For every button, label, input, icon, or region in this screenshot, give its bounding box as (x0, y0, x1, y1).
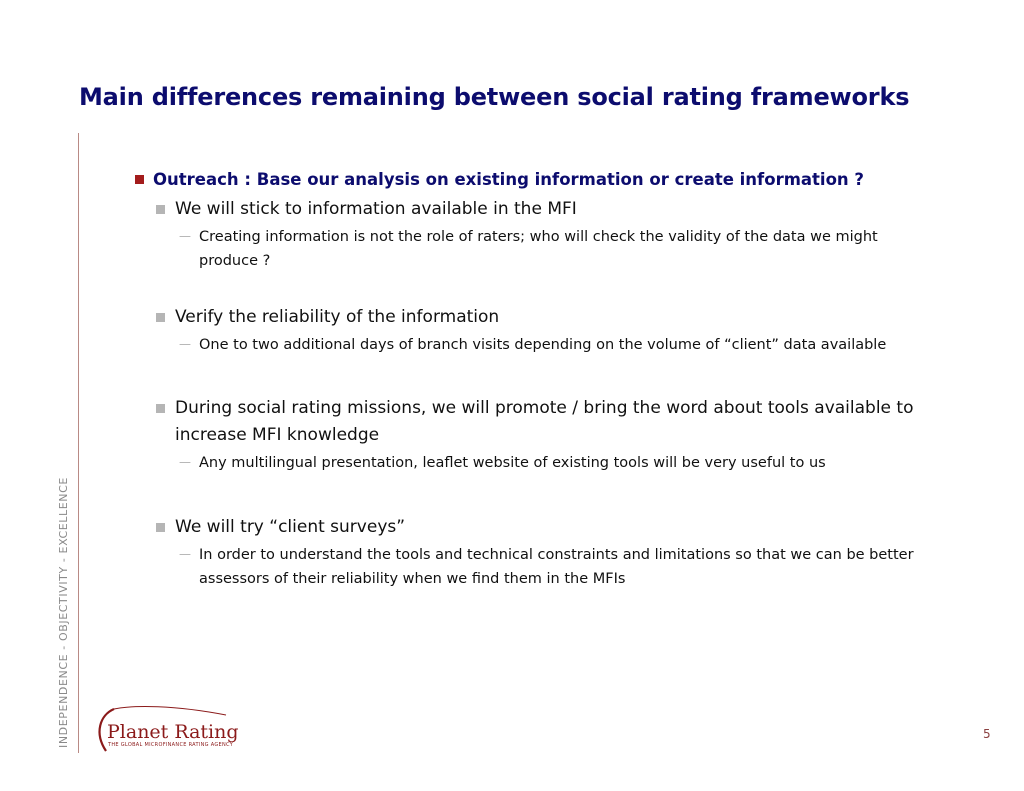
dash-bullet-icon: — (179, 337, 191, 351)
vertical-divider (78, 133, 79, 753)
gray-square-bullet-icon (156, 313, 165, 322)
list-item (156, 395, 934, 449)
slide-content (134, 168, 934, 591)
gray-square-bullet-icon (156, 205, 165, 214)
page-number: 5 (983, 727, 991, 741)
list-item (156, 304, 934, 331)
sub-point-text: Any multilingual presentation, leaflet website of existing tools will be very useful to us (199, 455, 826, 471)
gray-square-bullet-icon (156, 404, 165, 413)
sub-list-item (179, 543, 934, 591)
point-text: Verify the reliability of the information (175, 307, 500, 327)
sub-list-item (179, 225, 934, 273)
sub-list-item (179, 333, 934, 357)
list-item (156, 196, 934, 223)
sub-point-text: Creating information is not the role of raters; who will check the validity of the data we might produce ? (199, 229, 878, 269)
dash-bullet-icon: — (179, 455, 191, 469)
list-item (156, 514, 934, 541)
point-text: During social rating missions, we will promote / bring the word about tools available to increase MFI knowledge (175, 398, 914, 445)
point-text: We will stick to information available in the MFI (175, 199, 577, 219)
gray-square-bullet-icon (156, 523, 165, 532)
page-title: Main differences remaining between social rating frameworks (79, 83, 910, 111)
heading-text: Outreach : Base our analysis on existing information or create information ? (153, 170, 864, 189)
side-tagline: INDEPENDENCE - OBJECTIVITY - EXCELLENCE (57, 477, 70, 748)
logo-name: Planet Rating (107, 721, 239, 743)
red-square-bullet-icon (135, 175, 144, 184)
point-text: We will try “client surveys” (175, 517, 406, 537)
dash-bullet-icon: — (179, 547, 191, 561)
heading-bullet (134, 168, 934, 192)
sub-point-text: In order to understand the tools and technical constraints and limitations so that we can be better assessors of their reliability when we find them in the MFIs (199, 547, 914, 587)
sub-point-text: One to two additional days of branch visits depending on the volume of “client” data available (199, 337, 887, 353)
sub-list-item (179, 451, 934, 475)
logo-tagline: THE GLOBAL MICROFINANCE RATING AGENCY (108, 742, 234, 748)
dash-bullet-icon: — (179, 229, 191, 243)
